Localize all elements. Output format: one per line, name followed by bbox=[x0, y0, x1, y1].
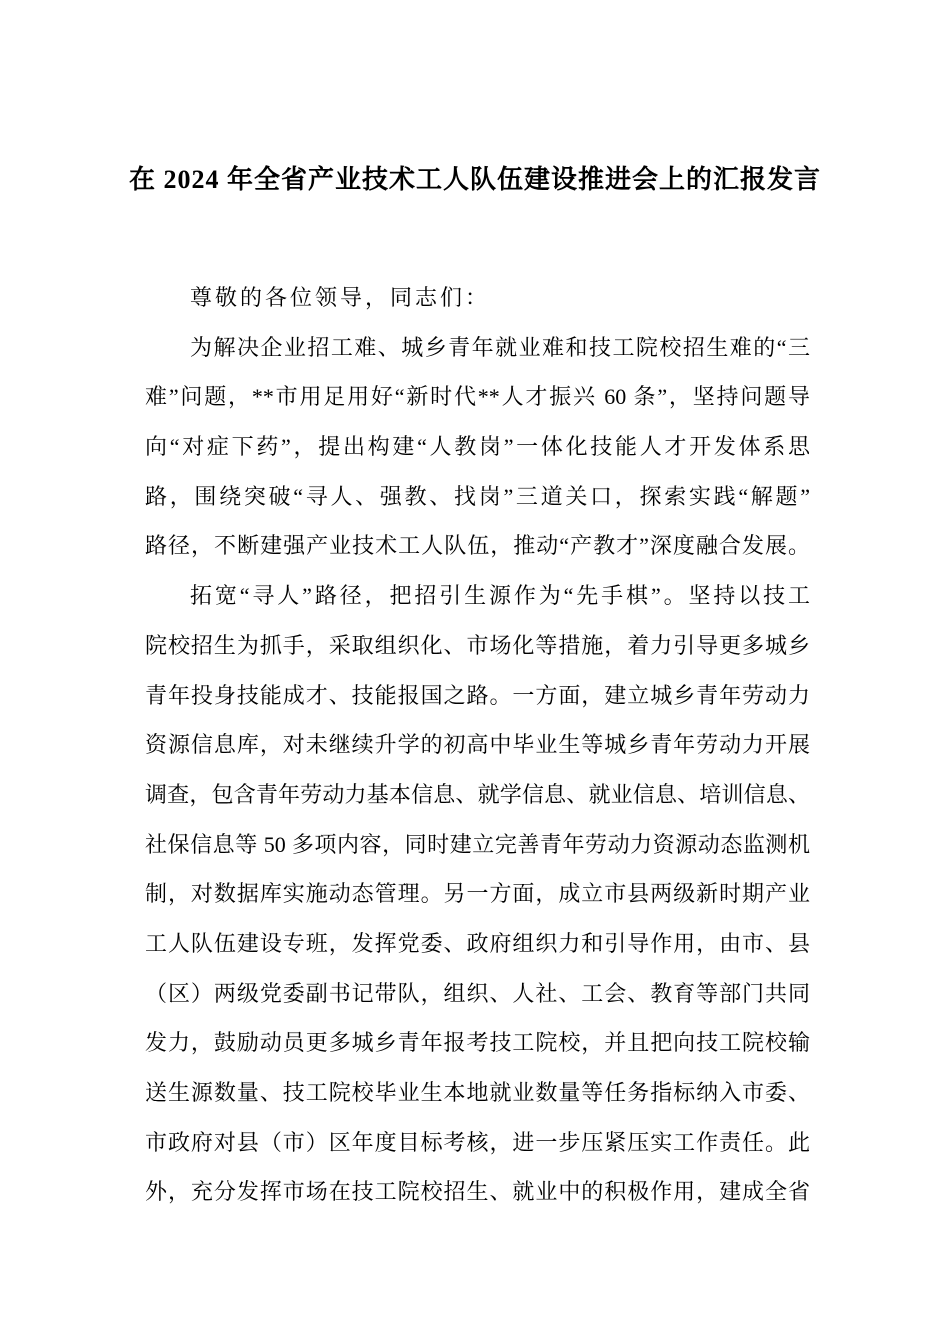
text-line: 难”问题，**市用足用好“新时代**人才振兴 60 条”，坚持问题导 bbox=[145, 384, 810, 410]
text-line: 拓宽“寻人”路径，把招引生源作为“先手棋”。坚持以技工 bbox=[190, 583, 810, 609]
text-line: 社保信息等 50 多项内容，同时建立完善青年劳动力资源动态监测机 bbox=[145, 831, 810, 857]
text-line: 制，对数据库实施动态管理。另一方面，成立市县两级新时期产业 bbox=[145, 881, 810, 907]
text-line: 市政府对县（市）区年度目标考核，进一步压紧压实工作责任。此 bbox=[145, 1129, 810, 1155]
text-line: （区）两级党委副书记带队，组织、人社、工会、教育等部门共同 bbox=[145, 980, 810, 1006]
text-line: 发力，鼓励动员更多城乡青年报考技工院校，并且把向技工院校输 bbox=[145, 1030, 810, 1056]
text-line: 青年投身技能成才、技能报国之路。一方面，建立城乡青年劳动力 bbox=[145, 682, 810, 708]
document-body bbox=[145, 273, 810, 1217]
text-line: 路径，不断建强产业技术工人队伍，推动“产教才”深度融合发展。 bbox=[145, 533, 810, 559]
text-line: 路，围绕突破“寻人、强教、找岗”三道关口，探索实践“解题” bbox=[145, 483, 810, 509]
text-line: 资源信息库，对未继续升学的初高中毕业生等城乡青年劳动力开展 bbox=[145, 732, 810, 758]
text-line: 为解决企业招工难、城乡青年就业难和技工院校招生难的“三 bbox=[190, 334, 810, 360]
text-line: 尊敬的各位领导，同志们： bbox=[190, 285, 491, 310]
text-line: 工人队伍建设专班，发挥党委、政府组织力和引导作用，由市、县 bbox=[145, 930, 810, 956]
text-line: 院校招生为抓手，采取组织化、市场化等措施，着力引导更多城乡 bbox=[145, 632, 810, 658]
document-title: 在 2024 年全省产业技术工人队伍建设推进会上的汇报发言 bbox=[128, 165, 821, 194]
text-line: 向“对症下药”，提出构建“人教岗”一体化技能人才开发体系思 bbox=[145, 434, 810, 460]
text-line: 送生源数量、技工院校毕业生本地就业数量等任务指标纳入市委、 bbox=[145, 1080, 810, 1105]
text-line: 外，充分发挥市场在技工院校招生、就业中的积极作用，建成全省 bbox=[145, 1179, 810, 1205]
text-line: 调查，包含青年劳动力基本信息、就学信息、就业信息、培训信息、 bbox=[145, 781, 810, 807]
